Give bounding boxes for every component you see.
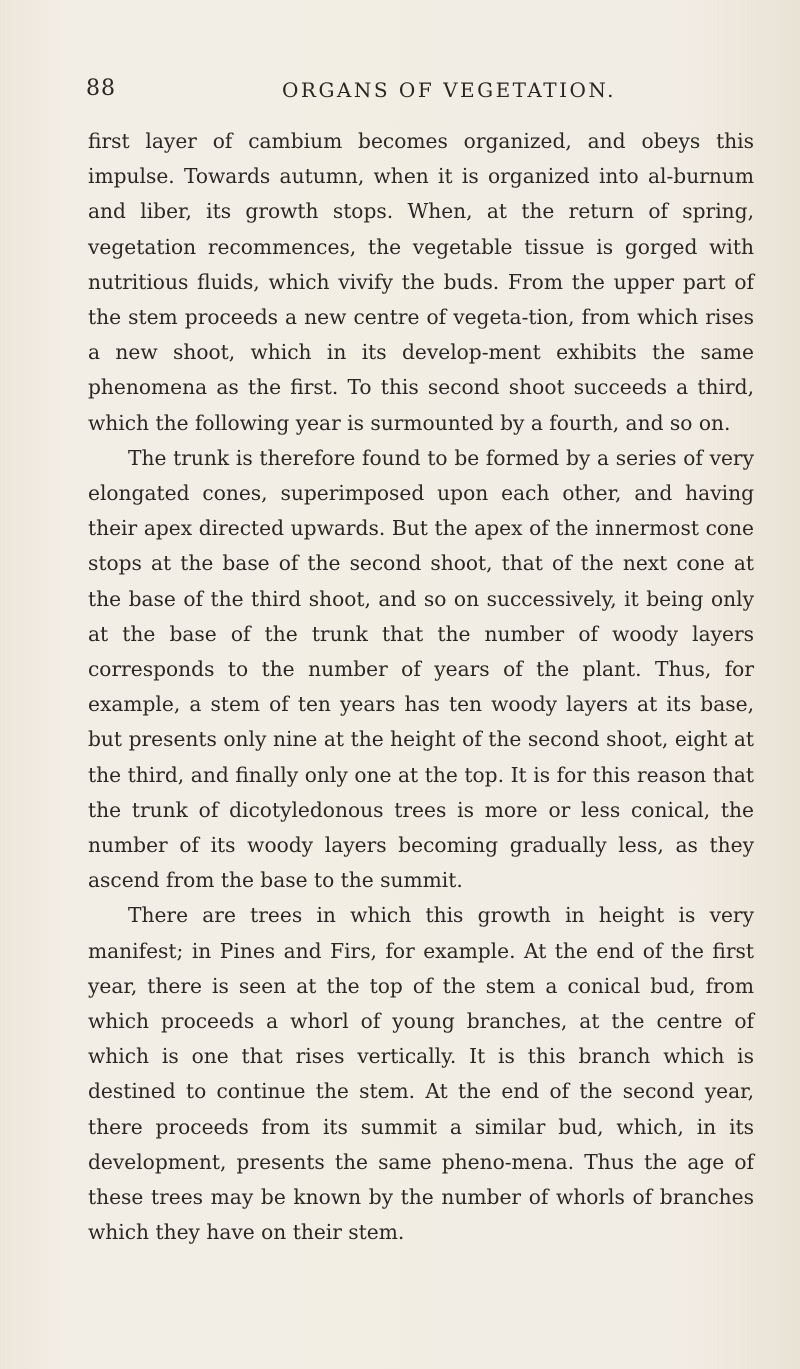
body-text [88, 124, 754, 1251]
paragraph-trunk-cones: The trunk is therefore found to be formed by a series of very elongated cones, superimposed upon each other, and having their apex directed upwards. But the apex of the innermost cone stops at the base of the second shoot, that of the next cone at the base of the third shoot, and so on successively, it being only at the base of the trunk that the number of woody layers corresponds to the number of years of the plant. Thus, for example, a stem of ten years has ten woody layers at its base, but presents only nine at the height of the second shoot, eight at the third, and finally only one at the top. It is for this reason that the trunk of dicotyledonous trees is more or less conical, the number of its woody layers becoming gradually less, as they ascend from the base to the summit. [88, 445, 754, 893]
paragraph-continued: first layer of cambium becomes organized, and obeys this impulse. Towards autumn, when it is organized into al-burnum and liber, its growth stops. When, at the return of spring, vegetation recommences, the vegetable tissue is gorged with nutritious fluids, which vivify the buds. From the upper part of the stem proceeds a new centre of vegeta-tion, from which rises a new shoot, which in its develop-ment exhibits the same phenomena as the first. To this second shoot succeeds a third, which the following year is surmounted by a fourth, and so on. [88, 129, 754, 435]
running-head [86, 76, 736, 106]
page-number: 88 [86, 76, 116, 101]
running-title: ORGANS OF VEGETATION. [282, 78, 616, 102]
paragraph-pines-firs: There are trees in which this growth in height is very manifest; in Pines and Firs, for example. At the end of the first year, there is seen at the top of the stem a conical bud, from which proceeds a whorl of young branches, at the centre of which is one that rises vertically. It is this branch which is destined to continue the stem. At the end of the second year, there proceeds from its summit a similar bud, which, in its development, presents the same pheno-mena. Thus the age of these trees may be known by the number of whorls of branches which they have on their stem. [88, 903, 754, 1245]
